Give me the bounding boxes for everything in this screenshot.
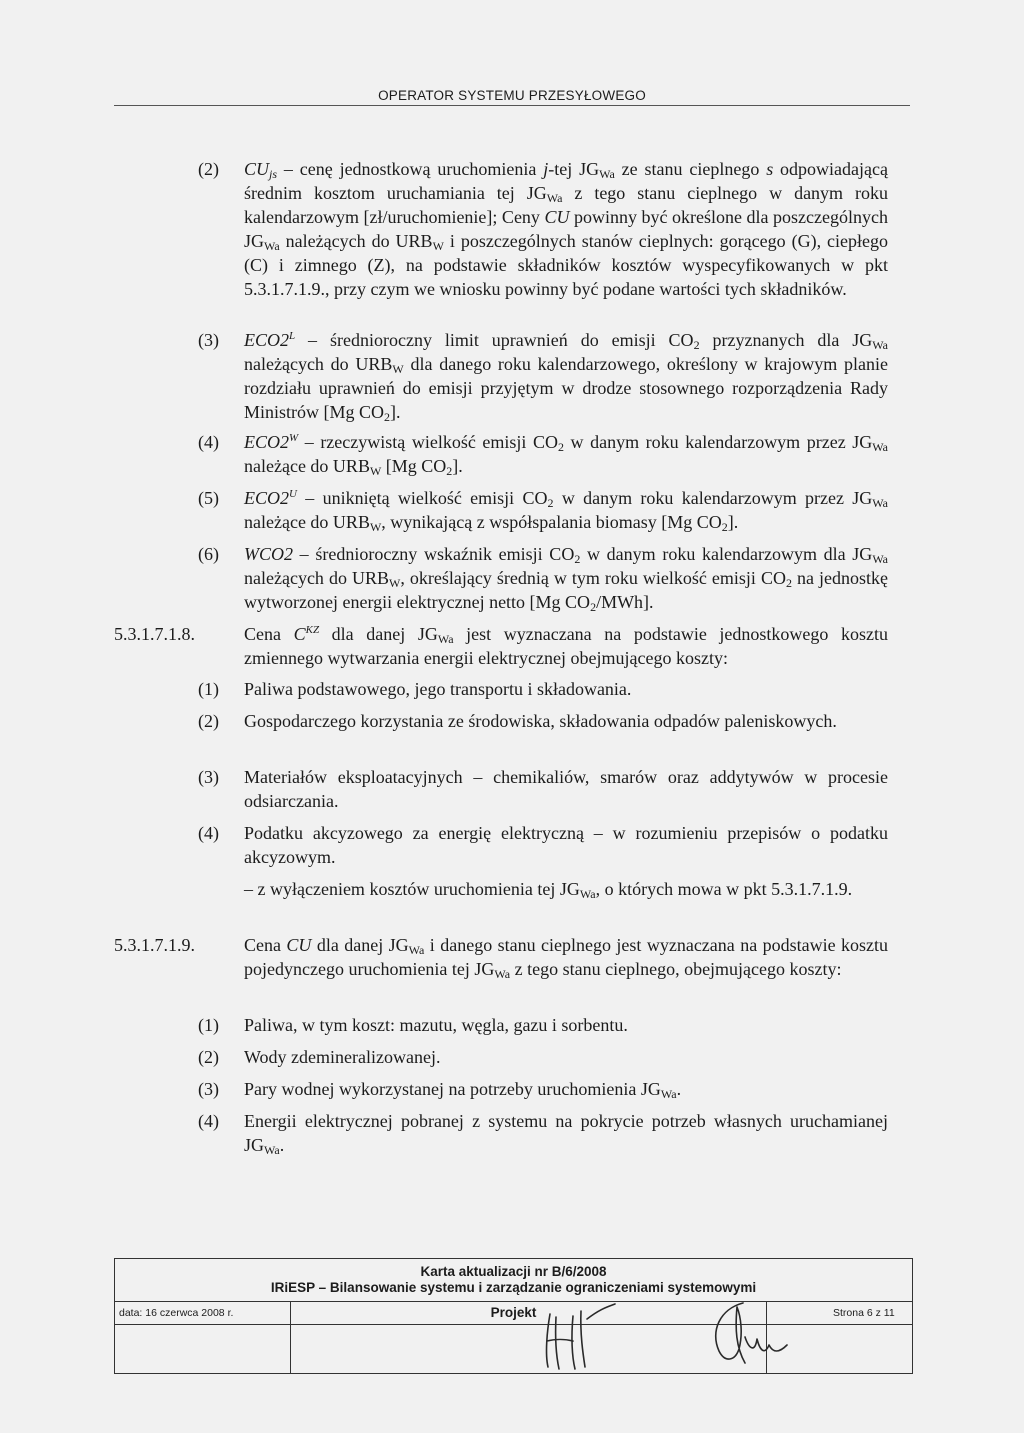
item-number: (2) bbox=[198, 711, 219, 731]
item-number: (1) bbox=[198, 679, 219, 699]
cost-item: Paliwa, w tym koszt: mazutu, węgla, gazu i sorbentu. bbox=[244, 1015, 628, 1035]
cost-item: Wody zdemineralizowanej. bbox=[244, 1047, 441, 1067]
definition-cu-js: $CU_{js}$ – cenę jednostkową uruchomienia j-tej $JG_{Wa}$ ze stanu cieplnego s odpowiadającą średnim kosztom uruchamiania tej $JG_{Wa}$ z tego stanu cieplnego w danym roku kalendarzowym [zł/uruchomienie]; Ceny CU powinny być określone dla poszczególnych $JG_{Wa}$ należących do $URB_W$ i poszczególnych stanów cieplnych: gorącego (G), ciepłego (C) i zimnego (Z), na podstawie składników kosztów wyspecyfikowanych w pkt 5.3.1.7.1.9., przy czym we wniosku powinny być podane wartości tych składników. bbox=[244, 159, 889, 299]
item-number: (4) bbox=[198, 1111, 219, 1131]
page-header-title: OPERATOR SYSTEMU PRZESYŁOWEGO bbox=[378, 88, 646, 103]
footer-page-number: Strona 6 z 11 bbox=[833, 1307, 895, 1319]
definition-eco2-l: $ECO2^L$ – średnioroczny limit uprawnień do emisji $CO_2$ przyznanych dla $JG_{Wa}$ należących do $URB_W$ dla danego roku kalendarzowego, określony w krajowym planie rozdziału uprawnień do emisji przyjętym w drodze stosownego rozporządzenia Rady Ministrów [Mg $CO_2$]. bbox=[244, 330, 888, 424]
section-5-3-1-7-1-8-intro: Cena $C^{KZ}$ dla danej $JG_{Wa}$ jest wyznaczana na podstawie jednostkowego kosztu zmiennego wytwarzania energii elektrycznej obejmującego koszty: bbox=[244, 624, 889, 668]
footer-document-title: IRiESP – Bilansowanie systemu i zarządzanie ograniczeniami systemowymi bbox=[270, 1280, 757, 1295]
cost-item: Gospodarczego korzystania ze środowiska, składowania odpadów paleniskowych. bbox=[244, 711, 837, 731]
cost-item: Materiałów eksploatacyjnych – chemikaliów, smarów oraz addytywów w procesie odsiarczania. bbox=[244, 767, 888, 811]
item-number: (4) bbox=[198, 823, 219, 843]
item-number: (2) bbox=[198, 159, 219, 179]
definition-eco2-u: $ECO2^U$ – unikniętą wielkość emisji $CO_2$ w danym roku kalendarzowym przez $JG_{Wa}$ należące do $URB_W$, wynikającą z współspalania biomasy [Mg $CO_2$]. bbox=[244, 488, 888, 534]
footer-date: data: 16 czerwca 2008 r. bbox=[119, 1307, 234, 1319]
definition-wco2: WCO2 – średnioroczny wskaźnik emisji $CO_2$ w danym roku kalendarzowym dla $JG_{Wa}$ należących do $URB_W$, określający średnią w tym roku wielkość emisji $CO_2$ na jednostkę wytworzonej energii elektrycznej netto [Mg $CO_2/MWh$]. bbox=[244, 544, 889, 614]
item-number: (3) bbox=[198, 767, 219, 787]
cost-item: Podatku akcyzowego za energię elektryczną – w rozumieniu przepisów o podatku akcyzowym. bbox=[244, 823, 888, 867]
footer-box bbox=[114, 1258, 913, 1374]
footer-status: Projekt bbox=[490, 1305, 537, 1320]
item-number: (3) bbox=[198, 1079, 219, 1099]
section-5-3-1-7-1-9-intro: Cena CU dla danej $JG_{Wa}$ i danego stanu cieplnego jest wyznaczana na podstawie kosztu pojedynczego uruchomienia tej $JG_{Wa}$ z tego stanu cieplnego, obejmującego koszty: bbox=[244, 935, 889, 981]
item-number: (3) bbox=[198, 330, 219, 350]
section-number: 5.3.1.7.1.9. bbox=[114, 935, 195, 955]
signature-right bbox=[716, 1303, 787, 1363]
header-divider bbox=[114, 105, 910, 106]
item-number: (4) bbox=[198, 432, 219, 452]
item-number: (2) bbox=[198, 1047, 219, 1067]
exclusion-note: – z wyłączeniem kosztów uruchomienia tej $JG_{Wa}$, o których mowa w pkt 5.3.1.7.1.9. bbox=[244, 879, 853, 901]
handwritten-signatures bbox=[115, 1259, 912, 1373]
cost-item: Energii elektrycznej pobranej z systemu na pokrycie potrzeb własnych uruchamianej $JG_{Wa}$. bbox=[244, 1111, 888, 1157]
cost-item: Pary wodnej wykorzystanej na potrzeby uruchomienia $JG_{Wa}$. bbox=[244, 1079, 682, 1101]
item-number: (5) bbox=[198, 488, 219, 508]
item-number: (1) bbox=[198, 1015, 219, 1035]
section-number: 5.3.1.7.1.8. bbox=[114, 624, 195, 644]
signature-left bbox=[547, 1304, 615, 1369]
cost-item: Paliwa podstawowego, jego transportu i składowania. bbox=[244, 679, 632, 699]
item-number: (6) bbox=[198, 544, 219, 564]
definition-eco2-w: $ECO2^W$ – rzeczywistą wielkość emisji $CO_2$ w danym roku kalendarzowym przez $JG_{Wa}$ należące do $URB_W$ [Mg $CO_2$]. bbox=[244, 432, 888, 478]
footer-update-card: Karta aktualizacji nr B/6/2008 bbox=[420, 1264, 607, 1279]
